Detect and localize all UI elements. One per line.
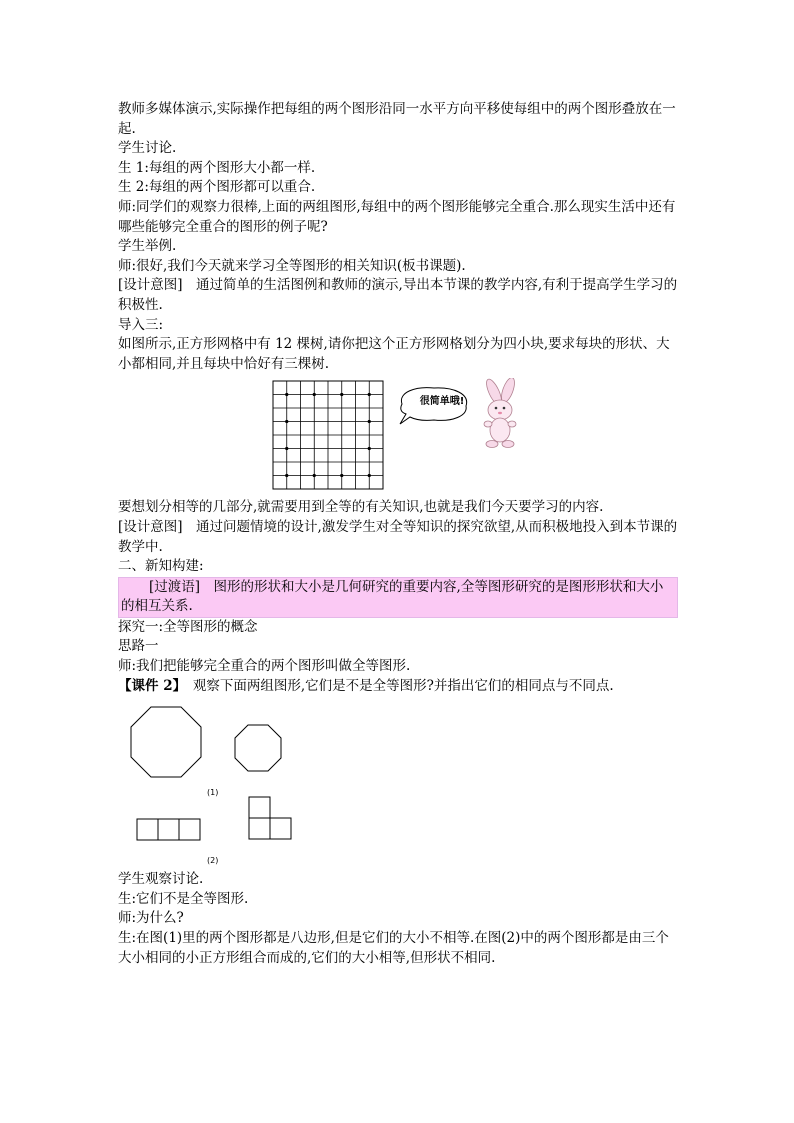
- transition-text: [过渡语] 图形的形状和大小是几何研究的重要内容,全等图形研究的是图形形状和大小的相互关系.: [121, 578, 664, 615]
- paragraph: 学生讨论.: [118, 140, 177, 157]
- paragraph: 导入三:: [118, 316, 164, 333]
- octagon-large: [130, 706, 202, 778]
- paragraph: 要想划分相等的几部分,就需要用到全等的有关知识,也就是我们今天要学习的内容.: [118, 499, 604, 516]
- paragraph: 学生观察讨论.: [118, 871, 204, 888]
- octagon-small: [234, 724, 282, 772]
- paragraph: 学生举例.: [118, 238, 177, 255]
- paragraph: 生 2:每组的两个图形都可以重合.: [118, 179, 316, 196]
- section-heading: 二、新知构建:: [118, 558, 204, 575]
- paragraph: 思路一: [118, 638, 159, 655]
- paragraph: 师:同学们的观察力很棒,上面的两组图形,每组中的两个图形能够完全重合.那么现实生活中还有哪些能够完全重合的图形的例子呢?: [118, 198, 676, 235]
- paragraph: 生:在图(1)里的两个图形都是八边形,但是它们的大小不相等.在图(2)中的两个图形都是由三个大小相同的小正方形组合而成的,它们的大小相等,但形状不相同.: [118, 930, 669, 966]
- paragraph: 生 1:每组的两个图形大小都一样.: [118, 159, 316, 176]
- shapes-figure: [118, 702, 678, 870]
- design-intent-paragraph: [设计意图] 通过简单的生活图例和教师的演示,导出本节课的教学内容,有利于提高学生学习的积极性.: [118, 277, 678, 313]
- paragraph: 教师多媒体演示,实际操作把每组的两个图形沿同一水平方向平移使每组中的两个图形叠放在一起.: [118, 101, 676, 137]
- courseware-label: 【课件 2】: [118, 677, 180, 694]
- three-squares-row: [136, 818, 202, 842]
- rabbit-icon: [474, 378, 528, 450]
- paragraph: 师:为什么?: [118, 910, 184, 927]
- paragraph: 如图所示,正方形网格中有 12 棵树,请你把这个正方形网格划分为四小块,要求每块的形状、大小都相同,并且每块中恰好有三棵树.: [118, 336, 670, 372]
- document-body: [118, 100, 678, 968]
- subsection-heading: 探究一:全等图形的概念: [118, 618, 258, 635]
- paragraph: 生:它们不是全等图形.: [118, 890, 249, 907]
- courseware-text: 观察下面两组图形,它们是不是全等图形?并指出它们的相同点与不同点.: [179, 677, 614, 694]
- figure-caption-2: (2): [207, 856, 219, 866]
- paragraph: 师:我们把能够完全重合的两个图形叫做全等图形.: [118, 658, 411, 675]
- bubble-text: 很简单哦!: [419, 396, 465, 408]
- design-intent-paragraph: [设计意图] 通过问题情境的设计,激发学生对全等知识的探究欲望,从而积极地投入到本节课的教学中.: [118, 518, 678, 555]
- transition-highlight-box: [118, 577, 678, 618]
- three-squares-l-shape: [248, 796, 294, 842]
- tree-grid-figure: [118, 378, 678, 494]
- paragraph: 师:很好,我们今天就来学习全等图形的相关知识(板书课题).: [118, 257, 466, 274]
- tree-grid: [272, 380, 384, 490]
- figure-caption-1: (1): [207, 788, 219, 798]
- courseware-paragraph: [118, 677, 678, 697]
